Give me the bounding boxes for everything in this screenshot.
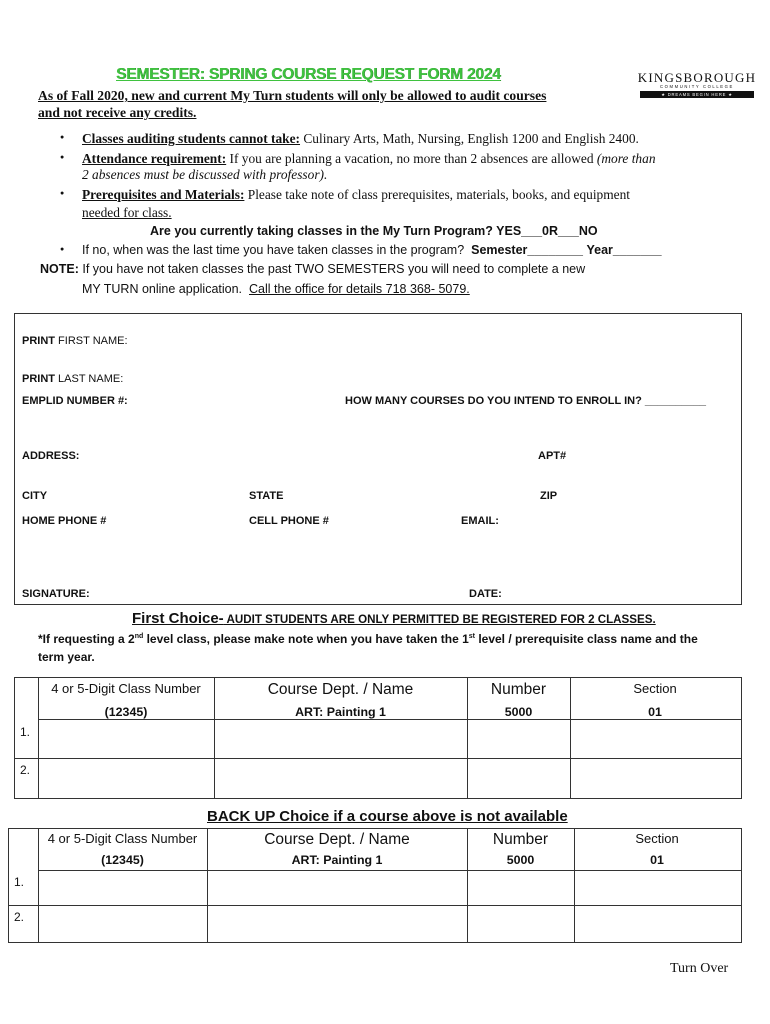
intro-line-2: and not receive any credits. — [38, 105, 197, 120]
backup-choice-heading: BACK UP Choice if a course above is not available — [207, 808, 568, 825]
col-number: Number — [492, 831, 549, 848]
rule-prerequisites-cont: needed for class. — [82, 205, 172, 220]
enrollment-question: Are you currently taking classes in the My Turn Program? YES___0R___NO — [150, 224, 598, 238]
example-course: ART: Painting 1 — [295, 705, 386, 719]
cell-phone-label: CELL PHONE # — [249, 515, 329, 527]
row-number: 2. — [14, 910, 25, 924]
example-section: 01 — [648, 705, 662, 719]
signature-label: SIGNATURE: — [22, 588, 90, 600]
row-number: 2. — [20, 763, 31, 777]
row-number: 1. — [20, 725, 31, 739]
rule-attendance: Attendance requirement: If you are planning a vacation, no more than 2 absences are allowed (more than — [82, 151, 656, 166]
col-course-dept: Course Dept. / Name — [267, 681, 414, 698]
logo-name: KINGSBOROUGH — [637, 70, 757, 85]
logo-subtitle: COMMUNITY COLLEGE — [660, 84, 734, 89]
state-label: STATE — [249, 490, 284, 502]
example-course: ART: Painting 1 — [291, 853, 383, 867]
intro-line-1: As of Fall 2020, new and current My Turn students will only be allowed to audit courses — [38, 88, 547, 103]
bullet-icon: ● — [60, 154, 65, 161]
kingsborough-logo — [636, 70, 758, 102]
rule-attendance-cont: 2 absences must be discussed with professor). — [82, 167, 328, 182]
col-class-number: 4 or 5-Digit Class Number — [51, 681, 201, 696]
col-number: Number — [490, 681, 547, 698]
zip-label: ZIP — [540, 490, 558, 502]
prerequisite-note: *If requesting a 2nd level class, please make note when you have taken the 1st level / prerequisite class name and the — [38, 632, 698, 646]
prerequisite-note-cont: term year. — [38, 650, 95, 664]
address-label: ADDRESS: — [22, 450, 80, 462]
rule-prerequisites: Prerequisites and Materials: Please take note of class prerequisites, materials, books, and equipment — [82, 187, 631, 202]
example-number: 5000 — [506, 853, 535, 867]
home-phone-label: HOME PHONE # — [22, 515, 107, 527]
col-class-number: 4 or 5-Digit Class Number — [47, 831, 198, 846]
bullet-icon: ● — [60, 190, 65, 197]
col-section: Section — [635, 831, 679, 846]
rule-cannot-take: Classes auditing students cannot take: Culinary Arts, Math, Nursing, English 1200 and English 2400. — [82, 131, 639, 146]
first-choice-heading: First Choice- AUDIT STUDENTS ARE ONLY PERMITTED BE REGISTERED FOR 2 CLASSES. — [132, 610, 656, 627]
emplid-label: EMPLID NUMBER #: — [22, 395, 128, 407]
personal-info-box — [14, 313, 742, 605]
logo-tagline: ★ DREAMS BEGIN HERE ★ — [640, 91, 754, 98]
note-cont: MY TURN online application. Call the office for details 718 368- 5079. — [82, 282, 470, 296]
last-time-question: If no, when was the last time you have taken classes in the program? Semester________ Year_______ — [82, 243, 662, 257]
example-section: 01 — [650, 853, 664, 867]
bullet-icon: ● — [60, 246, 65, 253]
row-number: 1. — [14, 875, 25, 889]
first-name-label: PRINT FIRST NAME: — [22, 335, 128, 347]
last-name-label: PRINT LAST NAME: — [22, 373, 124, 385]
date-label: DATE: — [469, 588, 502, 600]
turn-over-label: Turn Over — [670, 961, 729, 976]
apt-label: APT# — [538, 450, 567, 462]
bullet-icon: ● — [60, 134, 65, 141]
note: NOTE: If you have not taken classes the past TWO SEMESTERS you will need to complete a new — [40, 262, 586, 276]
example-number: 5000 — [504, 705, 533, 719]
example-class-number: (12345) — [104, 705, 148, 719]
col-section: Section — [633, 681, 677, 696]
col-course-dept: Course Dept. / Name — [264, 831, 410, 848]
example-class-number: (12345) — [101, 853, 144, 867]
how-many-courses-label: HOW MANY COURSES DO YOU INTEND TO ENROLL IN? __________ — [345, 395, 707, 407]
email-label: EMAIL: — [461, 515, 499, 527]
form-title: SEMESTER: SPRING COURSE REQUEST FORM 2024 — [116, 66, 501, 83]
city-label: CITY — [22, 490, 48, 502]
